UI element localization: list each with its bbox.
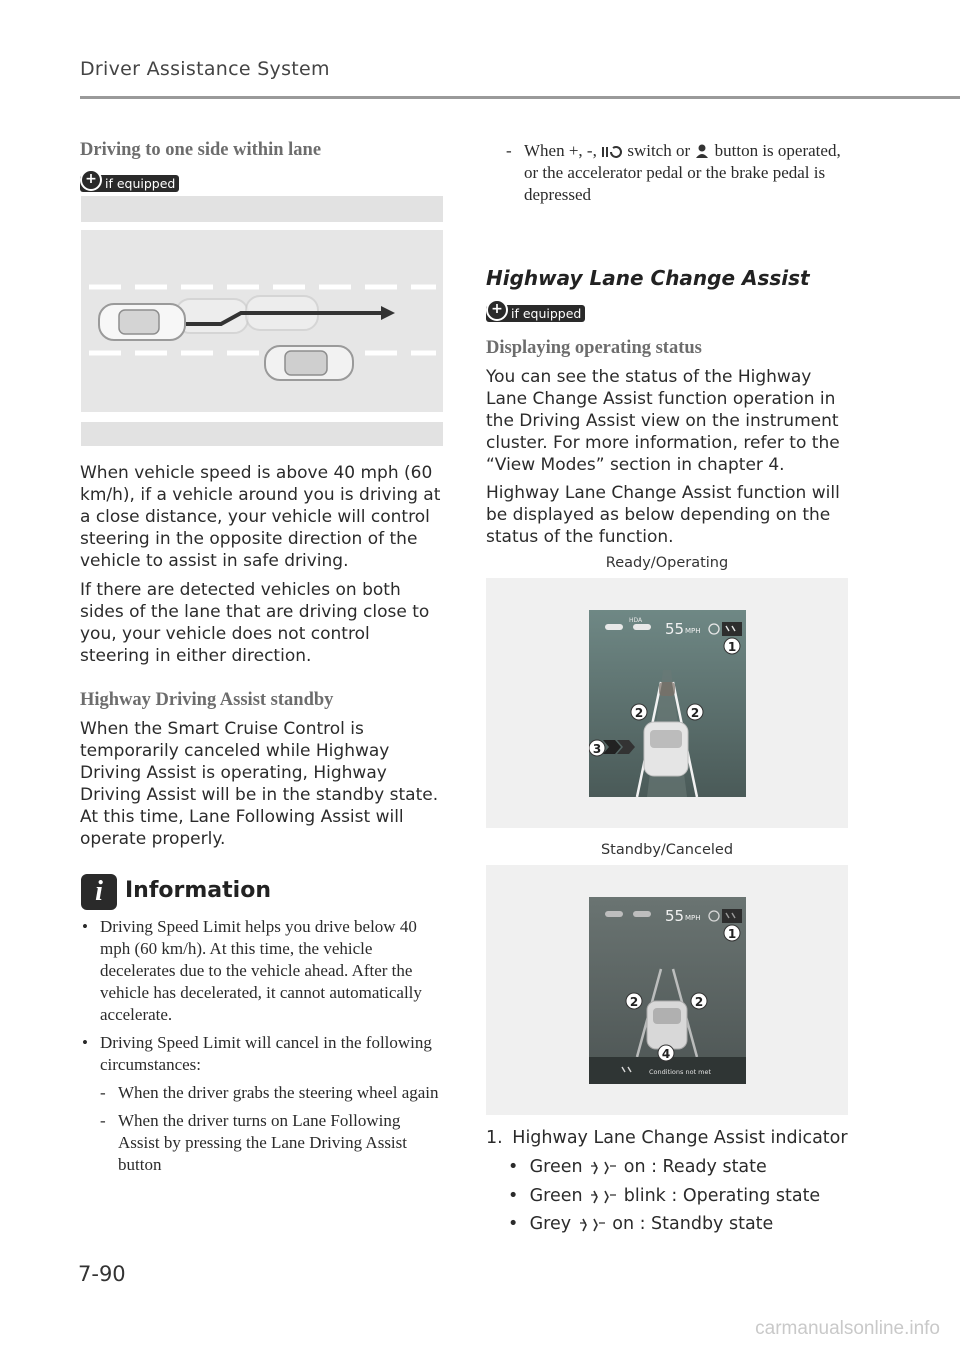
section-heading-driving-one-side: Driving to one side within lane <box>80 140 322 160</box>
header-rule <box>80 96 960 99</box>
information-bullet-2: • Driving Speed Limit will cancel in the following circumstances: <box>82 1033 432 1074</box>
state-operating: • Green blink : Operating state <box>508 1186 821 1206</box>
lane-change-assist-icon <box>577 1216 607 1232</box>
adjacent-car <box>265 346 353 380</box>
ego-car <box>99 304 185 340</box>
callout-1: 1 <box>727 640 737 654</box>
paragraph-hda-standby: When the Smart Cruise Control is temporarily canceled while Highway Driving Assist is operating, Highway Driving Assist will be in the standby state. At this time, Lane Following Assist will operate properly. <box>80 719 439 849</box>
lane-change-assist-icon <box>588 1188 618 1204</box>
speed-readout: 55 <box>665 907 685 925</box>
sub-heading-operating-status: Displaying operating status <box>486 338 702 358</box>
information-bullet-1: • Driving Speed Limit helps you drive below 40 mph (60 km/h). At this time, the vehicle decelerates due to the vehicle ahead. After the vehicle has decelerated, it cannot automatically accelerate. <box>82 917 422 1024</box>
callout-2-left: 2 <box>634 706 644 720</box>
watermark: carmanualsonline.info <box>755 1318 940 1339</box>
conditions-not-met-message: Conditions not met <box>649 1068 712 1076</box>
information-list <box>80 916 442 1176</box>
paragraph-operating-status: You can see the status of the Highway Lane Change Assist function operation in the Driving Assist view on the instrument cluster. For more information, refer to the “View Modes” section in chapter 4. <box>486 367 840 475</box>
paragraph-display-states: Highway Lane Change Assist function will be displayed as below depending on the status of the function. <box>486 483 840 547</box>
figure-caption-standby: Standby/Canceled <box>600 842 734 858</box>
speed-readout: 55 <box>665 620 685 638</box>
page-header-title: Driver Assistance System <box>80 58 330 80</box>
callout-3: 3 <box>592 742 602 756</box>
information-icon: i <box>81 874 117 910</box>
section-heading-hda-standby: Highway Driving Assist standby <box>80 690 334 710</box>
figure-ready-operating <box>486 578 848 828</box>
speed-unit: MPH <box>685 914 701 922</box>
lane-illustration <box>81 196 443 446</box>
section-title-hlca: Highway Lane Change Assist <box>486 266 810 290</box>
distance-switch-icon <box>601 145 623 159</box>
figure-standby-canceled <box>486 865 848 1115</box>
dash-item-cancel-conditions: - When +, -, switch or button is operated, or the accelerator pedal or the brake pedal is depressed <box>506 141 841 204</box>
badge-label: if equipped <box>105 175 176 191</box>
callout-4: 4 <box>661 1047 671 1061</box>
paragraph-one-side-2: If there are detected vehicles on both sides of the lane that are driving close to you, your vehicle does not control steering in either direction. <box>80 580 430 666</box>
lane-change-indicator-icon <box>722 622 742 636</box>
page-number: 7-90 <box>78 1262 126 1286</box>
cluster-display-standby <box>589 897 746 1084</box>
numbered-item-1: 1. Highway Lane Change Assist indicator <box>486 1128 848 1148</box>
information-title: Information <box>125 878 271 903</box>
speed-unit: MPH <box>685 627 701 635</box>
information-dash-1: - When the driver grabs the steering wheel again <box>100 1083 439 1102</box>
if-equipped-badge <box>80 168 179 192</box>
hda-label: HDA <box>629 617 643 624</box>
callout-1: 1 <box>727 927 737 941</box>
information-dash-2: - When the driver turns on Lane Following Assist by pressing the Lane Driving Assist button <box>100 1111 407 1174</box>
cluster-display-ready <box>589 610 746 797</box>
badge-label: if equipped <box>511 305 582 321</box>
paragraph-one-side-1: When vehicle speed is above 40 mph (60 km/h), if a vehicle around you is driving at a close distance, your vehicle will control steering in the opposite direction of the vehicle to assist in safe driving. <box>80 463 441 571</box>
plus-icon: + <box>486 299 508 321</box>
driving-assist-button-icon <box>694 143 710 159</box>
lane-change-assist-icon <box>588 1159 618 1175</box>
state-standby: • Grey on : Standby state <box>508 1214 774 1234</box>
callout-2-right: 2 <box>694 995 704 1009</box>
figure-caption-ready: Ready/Operating <box>605 555 729 571</box>
if-equipped-badge-2 <box>486 298 585 322</box>
state-ready: • Green on : Ready state <box>508 1157 767 1177</box>
lane-change-indicator-icon <box>722 909 742 923</box>
callout-2-right: 2 <box>690 706 700 720</box>
callout-2-left: 2 <box>629 995 639 1009</box>
plus-icon: + <box>80 169 102 191</box>
